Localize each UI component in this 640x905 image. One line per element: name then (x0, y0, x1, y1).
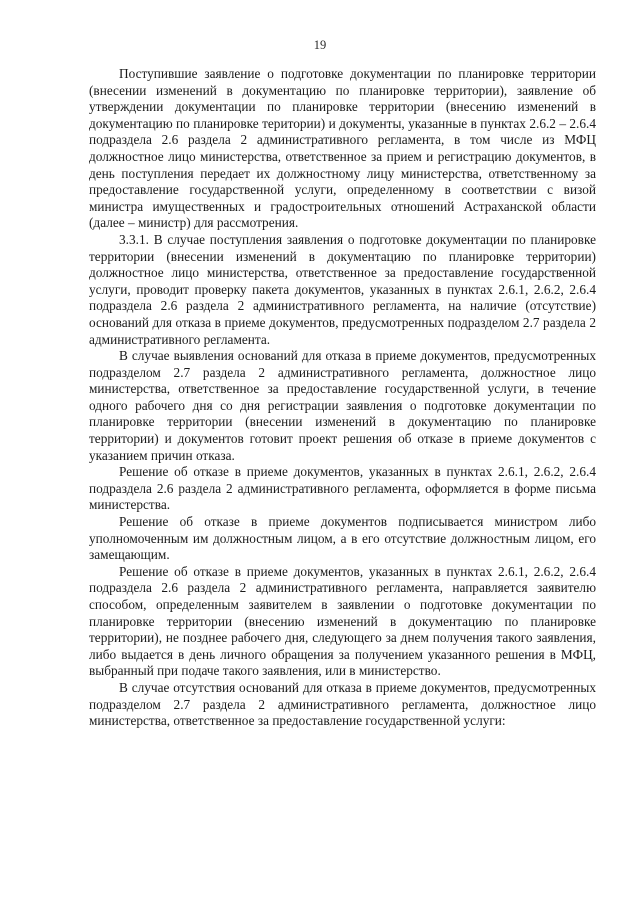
page-number: 19 (313, 38, 327, 52)
paragraph-receipt-of-application: Поступившие заявление о подготовке документации по планировке территории (внесении изменений в документацию по планировке территории), заявление об утверждении документации по планировке территории (внесению изменений в документацию по планировке територии) и документы, указанные в пунктах 2.6.2 – 2.6.4 подраздела 2.6 раздела 2 административного регламента, в том числе из МФЦ должностное лицо министерства, ответственное за прием и регистрацию документов, в день поступления передает их должностному лицу министерства, ответственному за предоставление государственной услуги, определенному в соответствии с визой министра имущественных и градостроительных отношений Астраханской области (далее – министр) для рассмотрения. (89, 66, 596, 231)
paragraph-3-3-1: 3.3.1. В случае поступления заявления о подготовке документации по планировке территории (внесении изменений в документацию по планировке территории) должностное лицо министерства, ответственное за предоставление государственной услуги, проводит проверку пакета документов, указанных в пунктах 2.6.1, 2.6.2, 2.6.4 подраздела 2.6 раздела 2 административного регламента, на наличие (отсутствие) оснований для отказа в приеме документов, предусмотренных подразделом 2.7 раздела 2 административного регламента. (89, 231, 596, 347)
paragraph-no-refusal-grounds: В случае отсутствия оснований для отказа в приеме документов, предусмотренных подразделом 2.7 раздела 2 административного регламента, должностное лицо министерства, ответственное за предоставление государственной услуги: (89, 679, 596, 729)
paragraph-refusal-grounds-found: В случае выявления оснований для отказа в приеме документов, предусмотренных подразделом 2.7 раздела 2 административного регламента, должностное лицо министерства, ответственное за предоставление государственной услуги, в течение одного рабочего дня со дня регистрации заявления о подготовке документации по планировке территории (внесении изменений в документацию по планировке территории) и документов готовит проект решения об отказе в приеме документов с указанием причин отказа. (89, 348, 596, 463)
paragraph-refusal-letter-form: Решение об отказе в приеме документов, указанных в пунктах 2.6.1, 2.6.2, 2.6.4 подраздела 2.6 раздела 2 административного регламента, оформляется в форме письма министерства. (89, 464, 596, 513)
paragraph-refusal-delivery: Решение об отказе в приеме документов, указанных в пунктах 2.6.1, 2.6.2, 2.6.4 подраздела 2.6 раздела 2 административного регламента, направляется заявителю способом, определенным заявителем в заявлении о подготовке документации по планировке территории (внесению изменений в документацию по планировке территории), не позднее рабочего дня, следующего за днем получения такого заявления, либо выдается в день личного обращения за получением указанного решения в МФЦ, выбранный при подаче такого заявления, или в министерство. (89, 563, 596, 679)
paragraph-refusal-signing: Решение об отказе в приеме документов подписывается министром либо уполномоченным им должностным лицом, а в его отсутствие должностным лицом, его замещающим. (89, 514, 596, 563)
document-body (89, 66, 596, 730)
